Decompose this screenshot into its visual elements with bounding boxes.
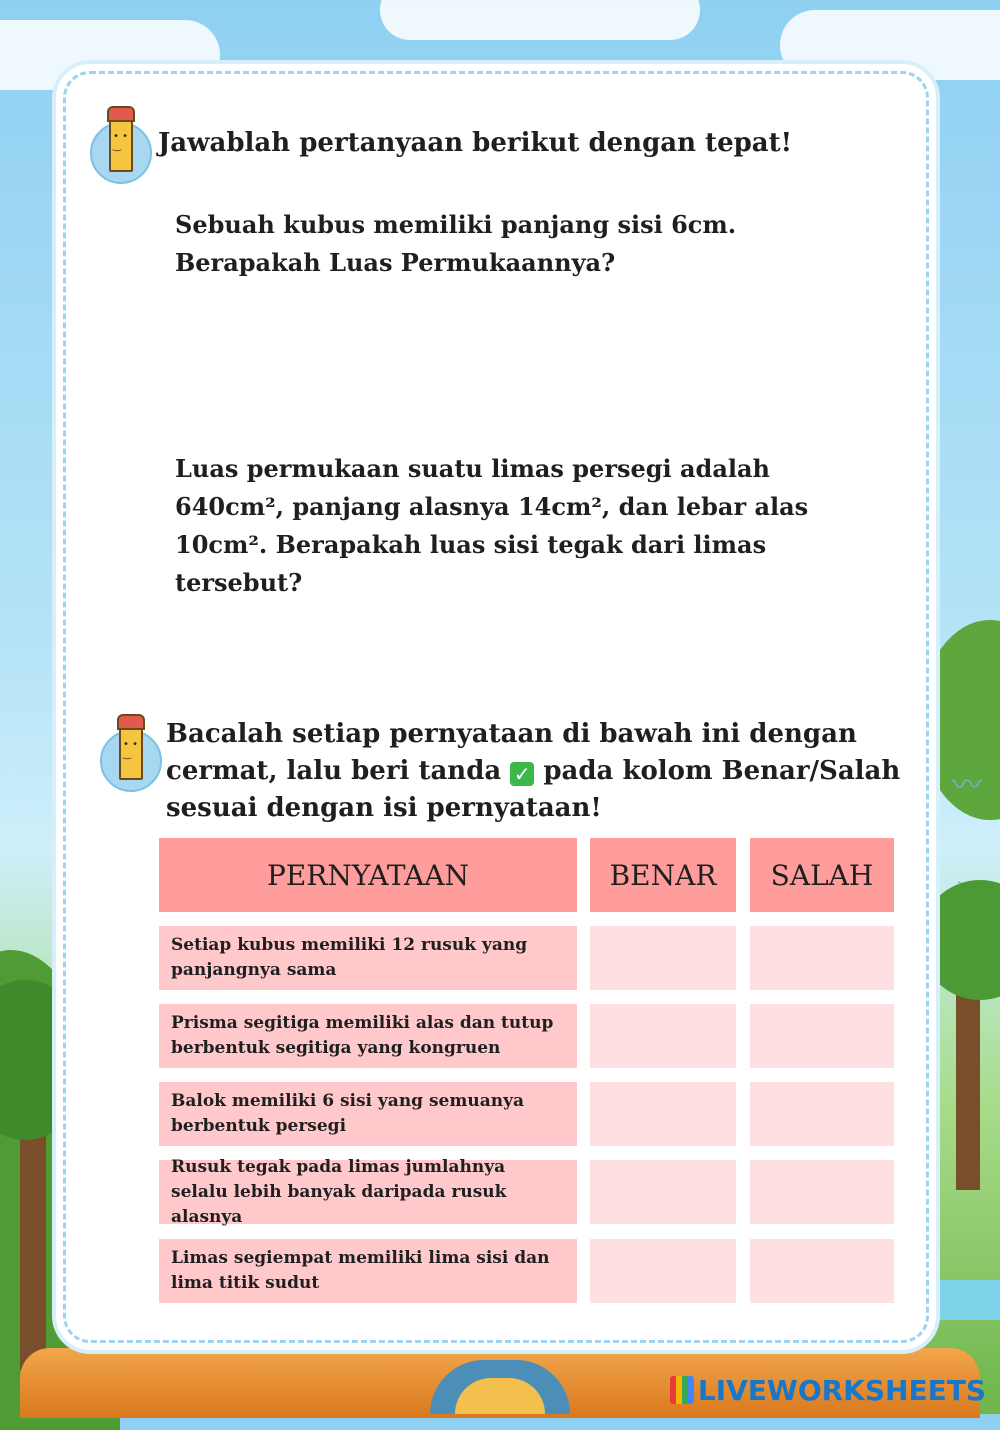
section1-instruction: Jawablah pertanyaan berikut dengan tepat! (158, 128, 793, 158)
water (930, 1280, 1000, 1320)
answer-salah-2[interactable] (750, 1004, 894, 1068)
answer-benar-4[interactable] (590, 1160, 736, 1224)
brand-name: LIVEWORKSHEETS (697, 1374, 986, 1407)
tree-trunk-right (956, 990, 980, 1190)
header-pernyataan: PERNYATAAN (159, 838, 577, 912)
checkmark-icon: ✓ (510, 762, 534, 786)
statement-4: Rusuk tegak pada limas jumlahnya selalu lebih banyak daripada rusuk alasnya (159, 1160, 577, 1224)
answer-salah-3[interactable] (750, 1082, 894, 1146)
header-benar: BENAR (590, 838, 736, 912)
answer-salah-1[interactable] (750, 926, 894, 990)
answer-benar-2[interactable] (590, 1004, 736, 1068)
tree-trunk-left (20, 1120, 46, 1370)
answer-salah-5[interactable] (750, 1239, 894, 1303)
cloud (380, 0, 700, 40)
statement-3: Balok memiliki 6 sisi yang semuanya berbentuk persegi (159, 1082, 577, 1146)
answer-benar-1[interactable] (590, 926, 736, 990)
bird-icon: 〰 (952, 768, 982, 803)
statement-2: Prisma segitiga memiliki alas dan tutup berbentuk segitiga yang kongruen (159, 1004, 577, 1068)
instruction-text: Bacalah setiap pernyataan di bawah ini dengan cermat, lalu beri tanda (166, 719, 857, 786)
instruction-text: pada kolom Benar/Salah sesuai dengan isi pernyataan! (166, 756, 901, 823)
answer-salah-4[interactable] (750, 1160, 894, 1224)
liveworksheets-logo[interactable] (670, 1374, 986, 1407)
question-1: Sebuah kubus memiliki panjang sisi 6cm. Berapakah Luas Permukaannya? (175, 210, 737, 277)
statement-5: Limas segiempat memiliki lima sisi dan lima titik sudut (159, 1239, 577, 1303)
header-salah: SALAH (750, 838, 894, 912)
section2-instruction (166, 716, 916, 827)
statement-1: Setiap kubus memiliki 12 rusuk yang panjangnya sama (159, 926, 577, 990)
liveworksheets-logo-icon (670, 1376, 694, 1404)
pencil-mascot-icon: • • ‿ (90, 110, 148, 180)
question-2: Luas permukaan suatu limas persegi adalah 640cm², panjang alasnya 14cm², dan lebar alas 10cm². Berapakah luas sisi tegak dari limas tersebut? (175, 454, 809, 597)
pencil-mascot-icon: • • ‿ (100, 718, 158, 788)
answer-benar-3[interactable] (590, 1082, 736, 1146)
answer-benar-5[interactable] (590, 1239, 736, 1303)
